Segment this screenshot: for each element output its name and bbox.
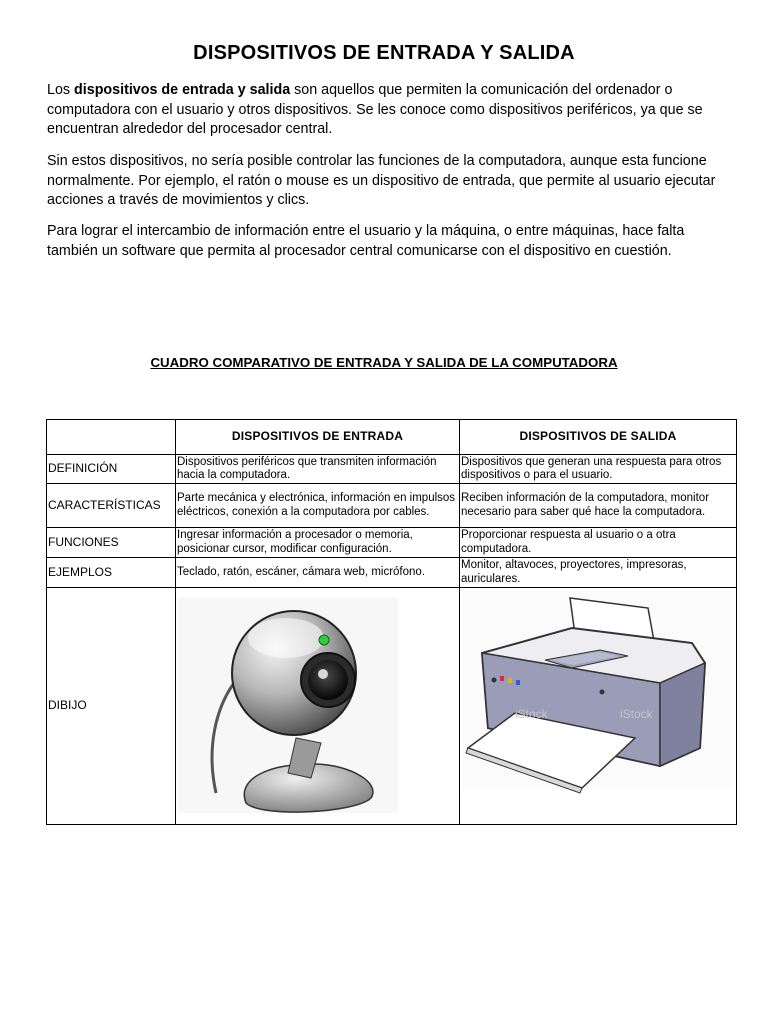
table-header-row <box>47 420 737 455</box>
page-title: DISPOSITIVOS DE ENTRADA Y SALIDA <box>193 42 575 64</box>
paragraph-intro-post: son aquellos que permiten la comunicación del ordenador o computadora con el usuario y otros dispositivos. Se les conoce como dispositivos periféricos, ya que se encuentran alrededor del procesador central. <box>47 82 703 137</box>
header-empty <box>47 420 176 455</box>
header-entrada: DISPOSITIVOS DE ENTRADA <box>176 420 460 455</box>
cell-definicion-entrada: Dispositivos periféricos que transmiten información hacia la computadora. <box>176 455 460 484</box>
cell-definicion-salida: Dispositivos que generan una respuesta para otros dispositivos o para el usuario. <box>460 455 737 484</box>
cell-funciones-entrada: Ingresar información a procesador o memoria, posicionar cursor, modificar configuración. <box>176 528 460 558</box>
row-label-definicion: DEFINICIÓN <box>47 455 176 484</box>
cell-ejemplos-salida: Monitor, altavoces, proyectores, impresoras, auriculares. <box>460 558 737 588</box>
paragraph-software: Para lograr el intercambio de información entre el usuario y la máquina, o entre máquinas, hace falta también un software que permita al procesador central comunicarse con el dispositivo en cuestión. <box>47 223 685 259</box>
table-row <box>47 558 737 588</box>
row-label-ejemplos: EJEMPLOS <box>47 558 176 588</box>
header-salida: DISPOSITIVOS DE SALIDA <box>460 420 737 455</box>
paragraph-intro-pre: Los <box>47 82 75 98</box>
paragraph-intro <box>47 81 727 140</box>
watermark-text-1: iStock <box>515 707 548 721</box>
row-label-dibujo: DIBIJO <box>47 588 176 825</box>
table-row <box>47 528 737 558</box>
printer-image <box>460 588 737 823</box>
cell-dibujo-entrada <box>176 588 460 825</box>
comparison-table <box>46 419 737 825</box>
cell-ejemplos-entrada: Teclado, ratón, escáner, cámara web, micrófono. <box>176 558 460 588</box>
cell-caracteristicas-entrada: Parte mecánica y electrónica, información en impulsos eléctricos, conexión a la computadora por cables. <box>176 484 460 528</box>
paragraph-controls: Sin estos dispositivos, no sería posible controlar las funciones de la computadora, aunque esta funcione normalmente. Por ejemplo, el ratón o mouse es un dispositivo de entrada, que permite al usuario ejecutar acciones a través de movimientos y clics. <box>47 153 716 208</box>
table-row <box>47 484 737 528</box>
row-label-funciones: FUNCIONES <box>47 528 176 558</box>
cell-caracteristicas-salida: Reciben información de la computadora, monitor necesario para saber qué hace la computadora. <box>460 484 737 528</box>
table-title: CUADRO COMPARATIVO DE ENTRADA Y SALIDA DE LA COMPUTADORA <box>150 355 618 370</box>
row-label-caracteristicas: CARACTERÍSTICAS <box>47 484 176 528</box>
watermark-text-2: iStock <box>620 707 653 721</box>
table-row <box>47 588 737 825</box>
cell-funciones-salida: Proporcionar respuesta al usuario o a otra computadora. <box>460 528 737 558</box>
webcam-image <box>176 588 460 823</box>
cell-dibujo-salida <box>460 588 737 825</box>
paragraph-intro-bold: dispositivos de entrada y salida <box>74 82 291 98</box>
table-row <box>47 455 737 484</box>
